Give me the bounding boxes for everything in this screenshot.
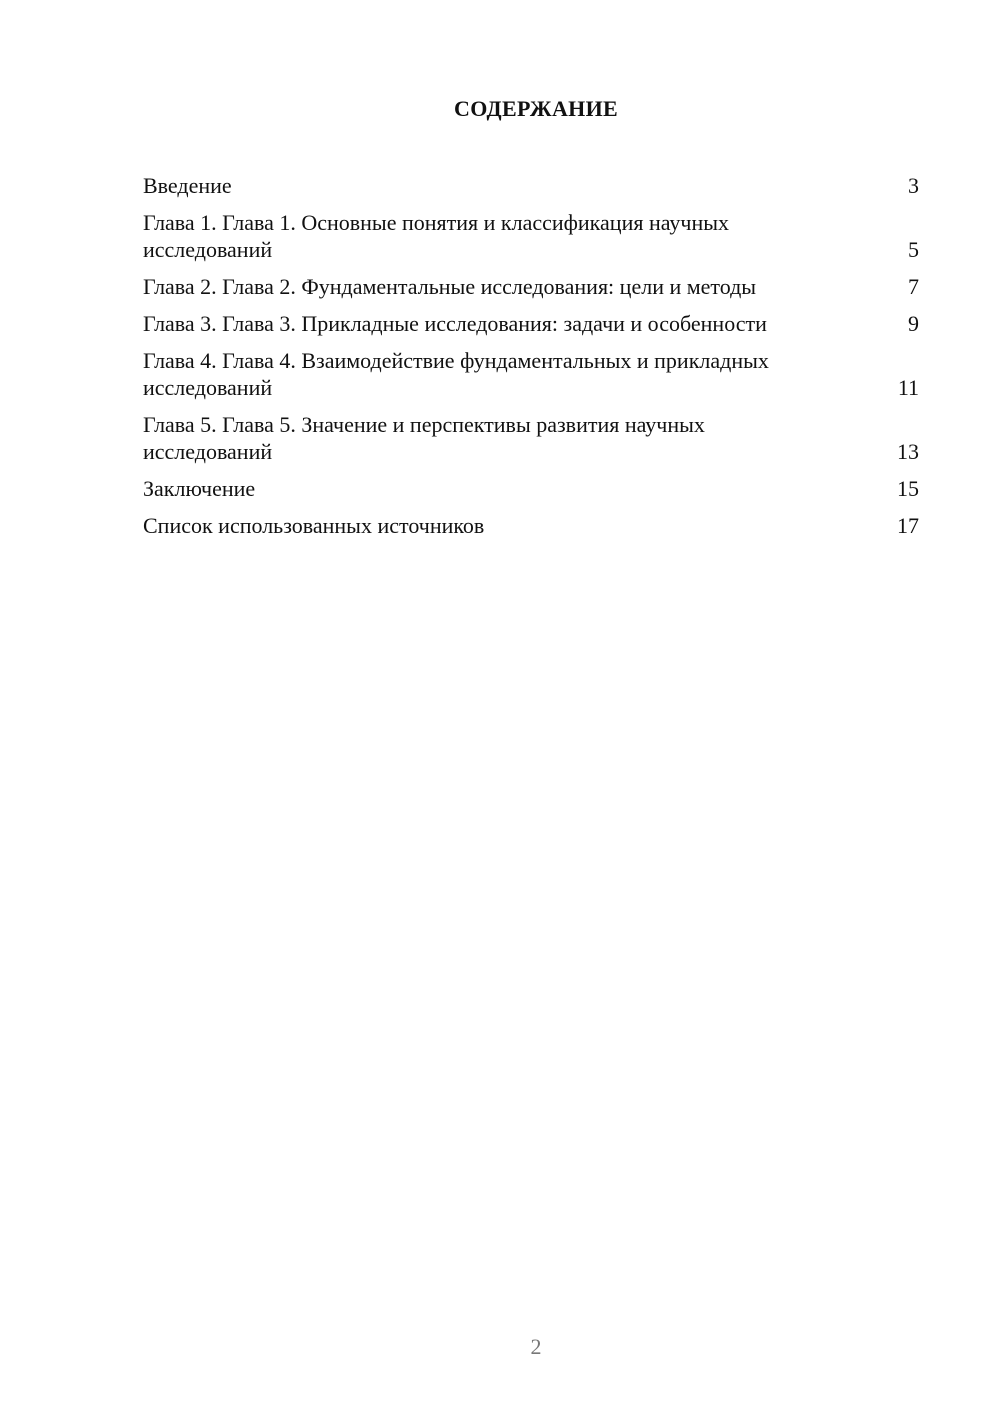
toc-entry-page: 5	[908, 237, 919, 262]
toc-entry-page: 11	[897, 375, 919, 400]
toc-entry-text: Глава 4. Глава 4. Взаимодействие фундаментальных и прикладных исследований	[143, 348, 769, 400]
toc-entry-chapter-1	[143, 209, 919, 263]
toc-entry-chapter-5	[143, 411, 919, 465]
toc-entry-text: Список использованных источников	[143, 513, 485, 538]
toc-entry-chapter-4	[143, 347, 919, 401]
toc-entry-text: Заключение	[143, 476, 256, 501]
toc-title: СОДЕРЖАНИЕ	[454, 96, 618, 121]
toc-entry-chapter-2	[143, 273, 919, 300]
toc-entry-text: Глава 3. Глава 3. Прикладные исследования: задачи и особенности	[143, 311, 767, 336]
toc-entry-conclusion	[143, 475, 919, 502]
toc-entry-chapter-3	[143, 310, 919, 337]
toc-entry-page: 17	[897, 513, 919, 538]
page-number: 2	[530, 1334, 542, 1359]
toc-entry-text: Глава 5. Глава 5. Значение и перспективы развития научных исследований	[143, 412, 705, 464]
toc-entry-introduction	[143, 172, 919, 199]
toc-entry-page: 7	[908, 274, 919, 299]
toc-entry-text: Глава 1. Глава 1. Основные понятия и классификация научных исследований	[143, 210, 730, 262]
toc-entry-text: Введение	[143, 173, 232, 198]
table-of-contents	[143, 172, 919, 549]
toc-entry-page: 13	[897, 439, 919, 464]
toc-entry-page: 3	[908, 173, 919, 198]
toc-entry-references	[143, 512, 919, 539]
toc-entry-text: Глава 2. Глава 2. Фундаментальные исследования: цели и методы	[143, 274, 757, 299]
toc-entry-page: 15	[897, 476, 919, 501]
toc-entry-page: 9	[908, 311, 919, 336]
